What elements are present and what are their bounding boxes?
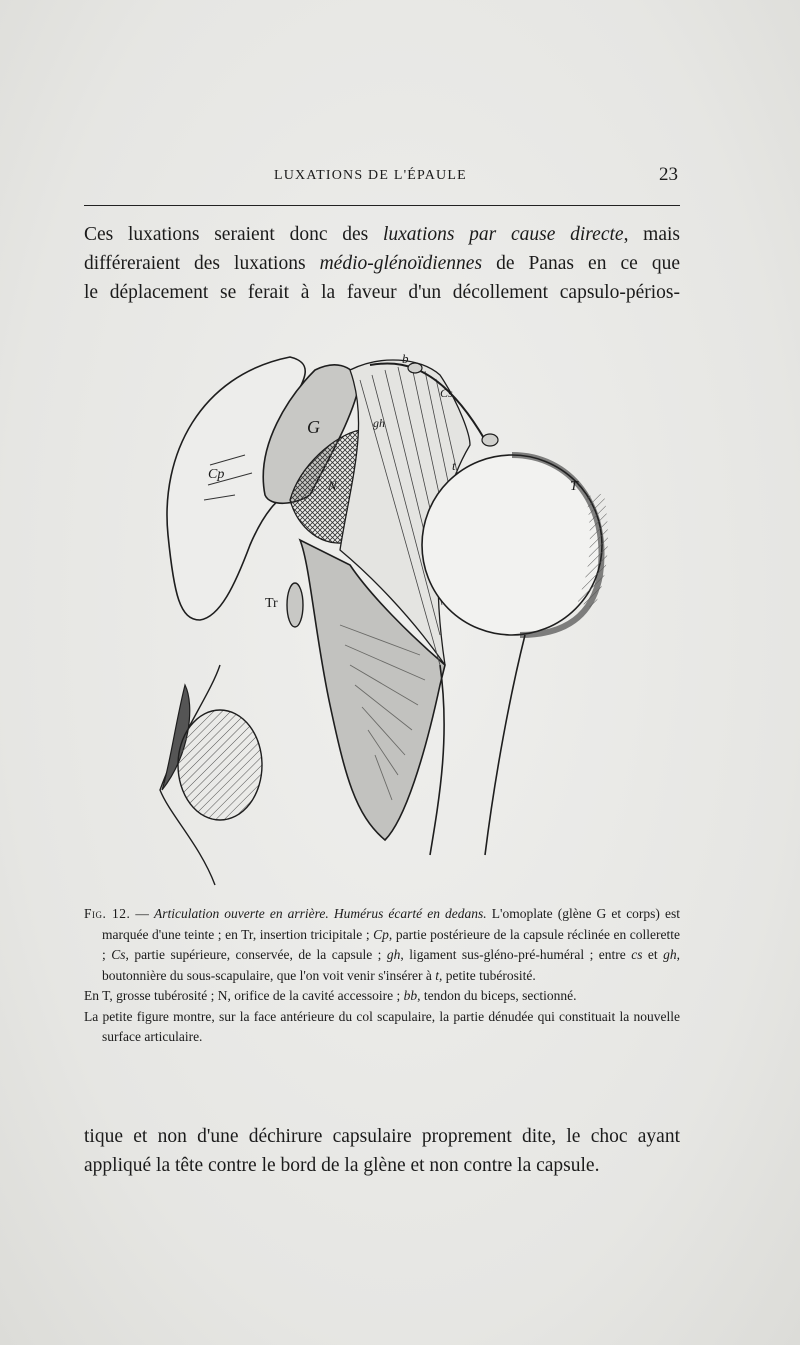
page-header	[84, 164, 680, 192]
label-Cs: Cs	[440, 386, 453, 400]
intro-paragraph	[84, 220, 680, 307]
label-Cp: Cp	[208, 467, 225, 482]
tricipital-insertion	[287, 583, 303, 627]
outro-line-2: appliqué la tête contre le bord de la glène et non contre la capsule.	[84, 1155, 600, 1176]
label-b: b	[402, 351, 409, 366]
outro-line-1: tique et non d'une déchirure capsulaire proprement dite, le choc ayant	[84, 1126, 680, 1147]
anatomical-figure	[140, 335, 610, 895]
label-T: T	[570, 479, 578, 494]
outro-paragraph	[84, 1122, 680, 1180]
shoulder-joint-illustration	[140, 335, 610, 895]
running-title: LUXATIONS DE L'ÉPAULE	[274, 168, 467, 183]
intro-line-2: différeraient des luxations médio-glénoïdiennes de Panas en ce que	[84, 253, 680, 274]
header-rule	[84, 205, 680, 206]
caption-paragraph-1: Fig. 12. — Articulation ouverte en arrière. Humérus écarté en dedans. L'omoplate (glène G et corps) est marquée d'une teinte ; en Tr, insertion tricipitale ; Cp, partie postérieure de la capsule réclinée en collerette ; Cs, partie supérieure, conservée, de la capsule ; gh, ligament sus-gléno-pré-huméral ; entre cs et gh, boutonnière du sous-scapulaire, que l'on voit venir s'insérer à t, petite tubérosité.	[84, 906, 681, 983]
label-gh: gh	[373, 416, 385, 430]
label-N: N	[328, 478, 337, 493]
page-number: 23	[659, 164, 678, 185]
label-t: t	[452, 458, 456, 473]
caption-paragraph-2: En T, grosse tubérosité ; N, orifice de la cavité accessoire ; bb, tendon du biceps, sectionné.	[84, 988, 577, 1003]
inset-hatched-section	[178, 710, 262, 820]
label-G: G	[307, 417, 320, 437]
caption-paragraph-3: La petite figure montre, sur la face antérieure du col scapulaire, la partie dénudée qui constituait la nouvelle surface articulaire.	[84, 1008, 680, 1044]
intro-line-3: le déplacement se ferait à la faveur d'un décollement capsulo-périos-	[84, 282, 680, 303]
label-Tr: Tr	[265, 596, 278, 611]
figure-caption	[84, 904, 680, 1048]
intro-line-1: Ces luxations seraient donc des luxations par cause directe, mais	[84, 224, 680, 245]
